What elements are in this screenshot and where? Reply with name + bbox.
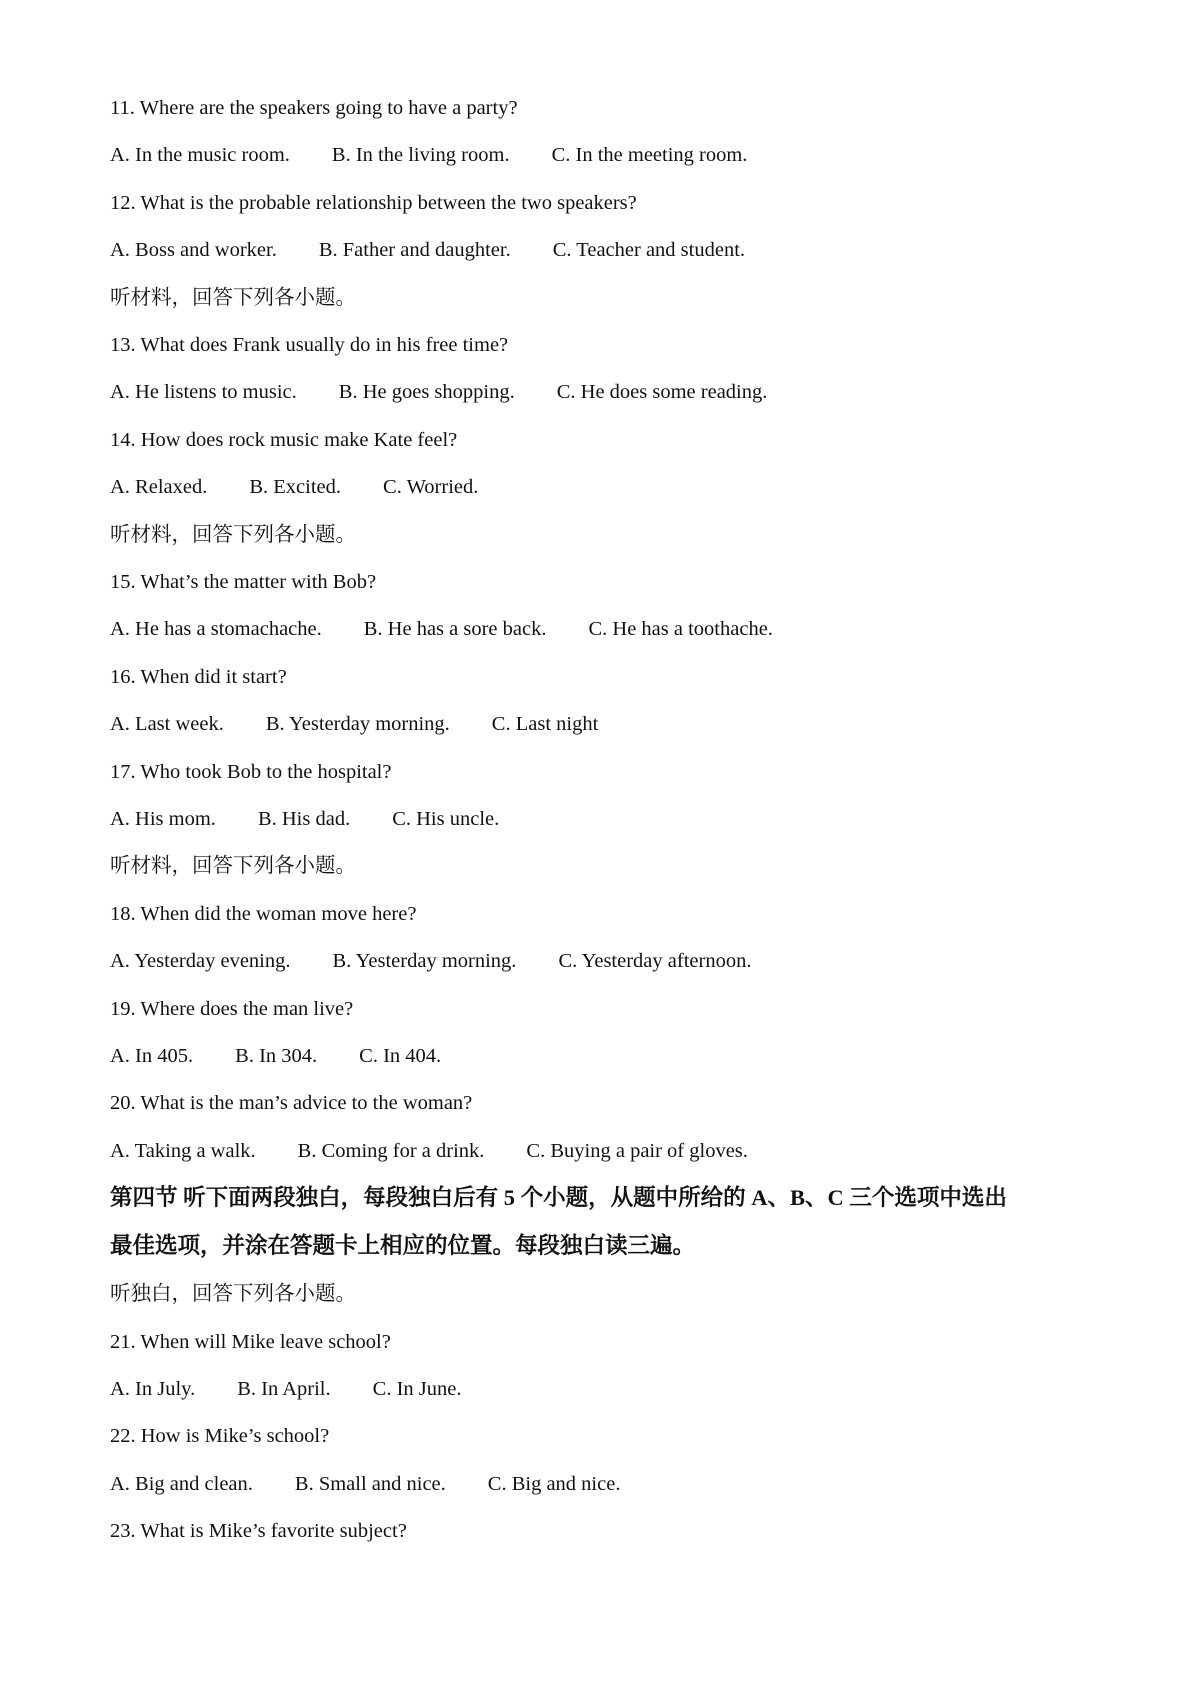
answer-options: [110, 615, 773, 643]
section-heading-line: 第四节 听下面两段独白，每段独白后有 5 个小题，从题中所给的 A、B、C 三个选项中选出: [110, 1185, 1007, 1211]
answer-options: [110, 947, 751, 975]
question-text: 15. What’s the matter with Bob?: [110, 571, 377, 593]
answer-option-b: B. Yesterday morning.: [265, 713, 450, 736]
listening-instruction: 听材料，回答下列各小题。: [110, 523, 356, 546]
answer-option-a: A. Taking a walk.: [110, 1139, 256, 1162]
answer-options: [110, 236, 745, 264]
section-heading-line: 最佳选项，并涂在答题卡上相应的位置。每段独白读三遍。: [110, 1233, 696, 1259]
question-text: 14. How does rock music make Kate feel?: [110, 428, 458, 451]
answer-option-a: A. Relaxed.: [110, 476, 208, 499]
answer-options: [110, 473, 478, 501]
question-text: 19. Where does the man live?: [110, 997, 354, 1020]
question-text: 16. When did it start?: [110, 665, 287, 688]
listening-instruction: 听材料，回答下列各小题。: [110, 855, 356, 878]
answer-options: [110, 710, 598, 738]
question-text: 23. What is Mike’s favorite subject?: [110, 1520, 407, 1543]
answer-option-a: A. Big and clean.: [110, 1472, 253, 1495]
question-text: 11. Where are the speakers going to have a party?: [110, 97, 518, 119]
answer-option-a: A. His mom.: [110, 808, 216, 830]
answer-option-b: B. Father and daughter.: [318, 239, 511, 262]
answer-options: [110, 378, 767, 406]
question-text: 17. Who took Bob to the hospital?: [110, 760, 392, 783]
question-text: 12. What is the probable relationship between the two speakers?: [110, 191, 637, 214]
answer-option-c: C. Buying a pair of gloves.: [526, 1139, 748, 1162]
question-text: 21. When will Mike leave school?: [110, 1330, 391, 1353]
answer-option-b: B. Excited.: [249, 476, 342, 499]
answer-option-c: C. In June.: [372, 1378, 462, 1400]
answer-option-b: B. He has a sore back.: [363, 618, 547, 641]
answer-option-c: C. His uncle.: [392, 808, 500, 830]
listening-instruction: 听材料，回答下列各小题。: [110, 286, 356, 309]
answer-option-b: B. His dad.: [257, 808, 351, 830]
answer-options: [110, 1375, 461, 1403]
answer-option-b: B. In April.: [237, 1378, 331, 1400]
answer-option-c: C. Worried.: [383, 476, 479, 499]
answer-option-a: A. He has a stomachache.: [110, 618, 322, 641]
answer-option-c: C. Big and nice.: [487, 1472, 621, 1495]
answer-option-a: A. In 405.: [110, 1045, 194, 1067]
answer-options: [110, 141, 747, 169]
answer-option-c: C. In 404.: [359, 1045, 442, 1067]
answer-options: [110, 1042, 441, 1070]
answer-option-b: B. In the living room.: [331, 144, 510, 167]
answer-option-b: B. In 304.: [235, 1045, 318, 1067]
answer-option-b: B. Small and nice.: [294, 1472, 446, 1495]
answer-option-c: C. Yesterday afternoon.: [558, 950, 752, 973]
answer-option-c: C. Teacher and student.: [552, 239, 746, 262]
question-text: 18. When did the woman move here?: [110, 902, 417, 925]
listening-instruction: 听独白，回答下列各小题。: [110, 1283, 356, 1306]
answer-option-c: C. He does some reading.: [556, 381, 768, 404]
answer-option-a: A. He listens to music.: [110, 381, 297, 404]
question-text: 13. What does Frank usually do in his free time?: [110, 334, 509, 356]
answer-option-b: B. He goes shopping.: [338, 381, 515, 404]
answer-option-b: B. Yesterday morning.: [332, 950, 517, 973]
answer-options: [110, 1470, 620, 1498]
answer-option-a: A. In July.: [110, 1378, 196, 1400]
answer-option-a: A. Yesterday evening.: [110, 950, 291, 973]
question-text: 20. What is the man’s advice to the woman?: [110, 1092, 473, 1115]
answer-option-c: C. In the meeting room.: [551, 144, 748, 167]
answer-option-a: A. In the music room.: [110, 144, 290, 167]
answer-option-a: A. Boss and worker.: [110, 239, 277, 262]
question-text: 22. How is Mike’s school?: [110, 1425, 330, 1448]
answer-option-c: C. He has a toothache.: [588, 618, 773, 641]
section-heading: [110, 1174, 1110, 1270]
answer-option-c: C. Last night: [491, 713, 599, 736]
answer-option-b: B. Coming for a drink.: [297, 1139, 485, 1162]
answer-options: [110, 1137, 748, 1165]
answer-options: [110, 805, 499, 833]
answer-option-a: A. Last week.: [110, 713, 224, 736]
